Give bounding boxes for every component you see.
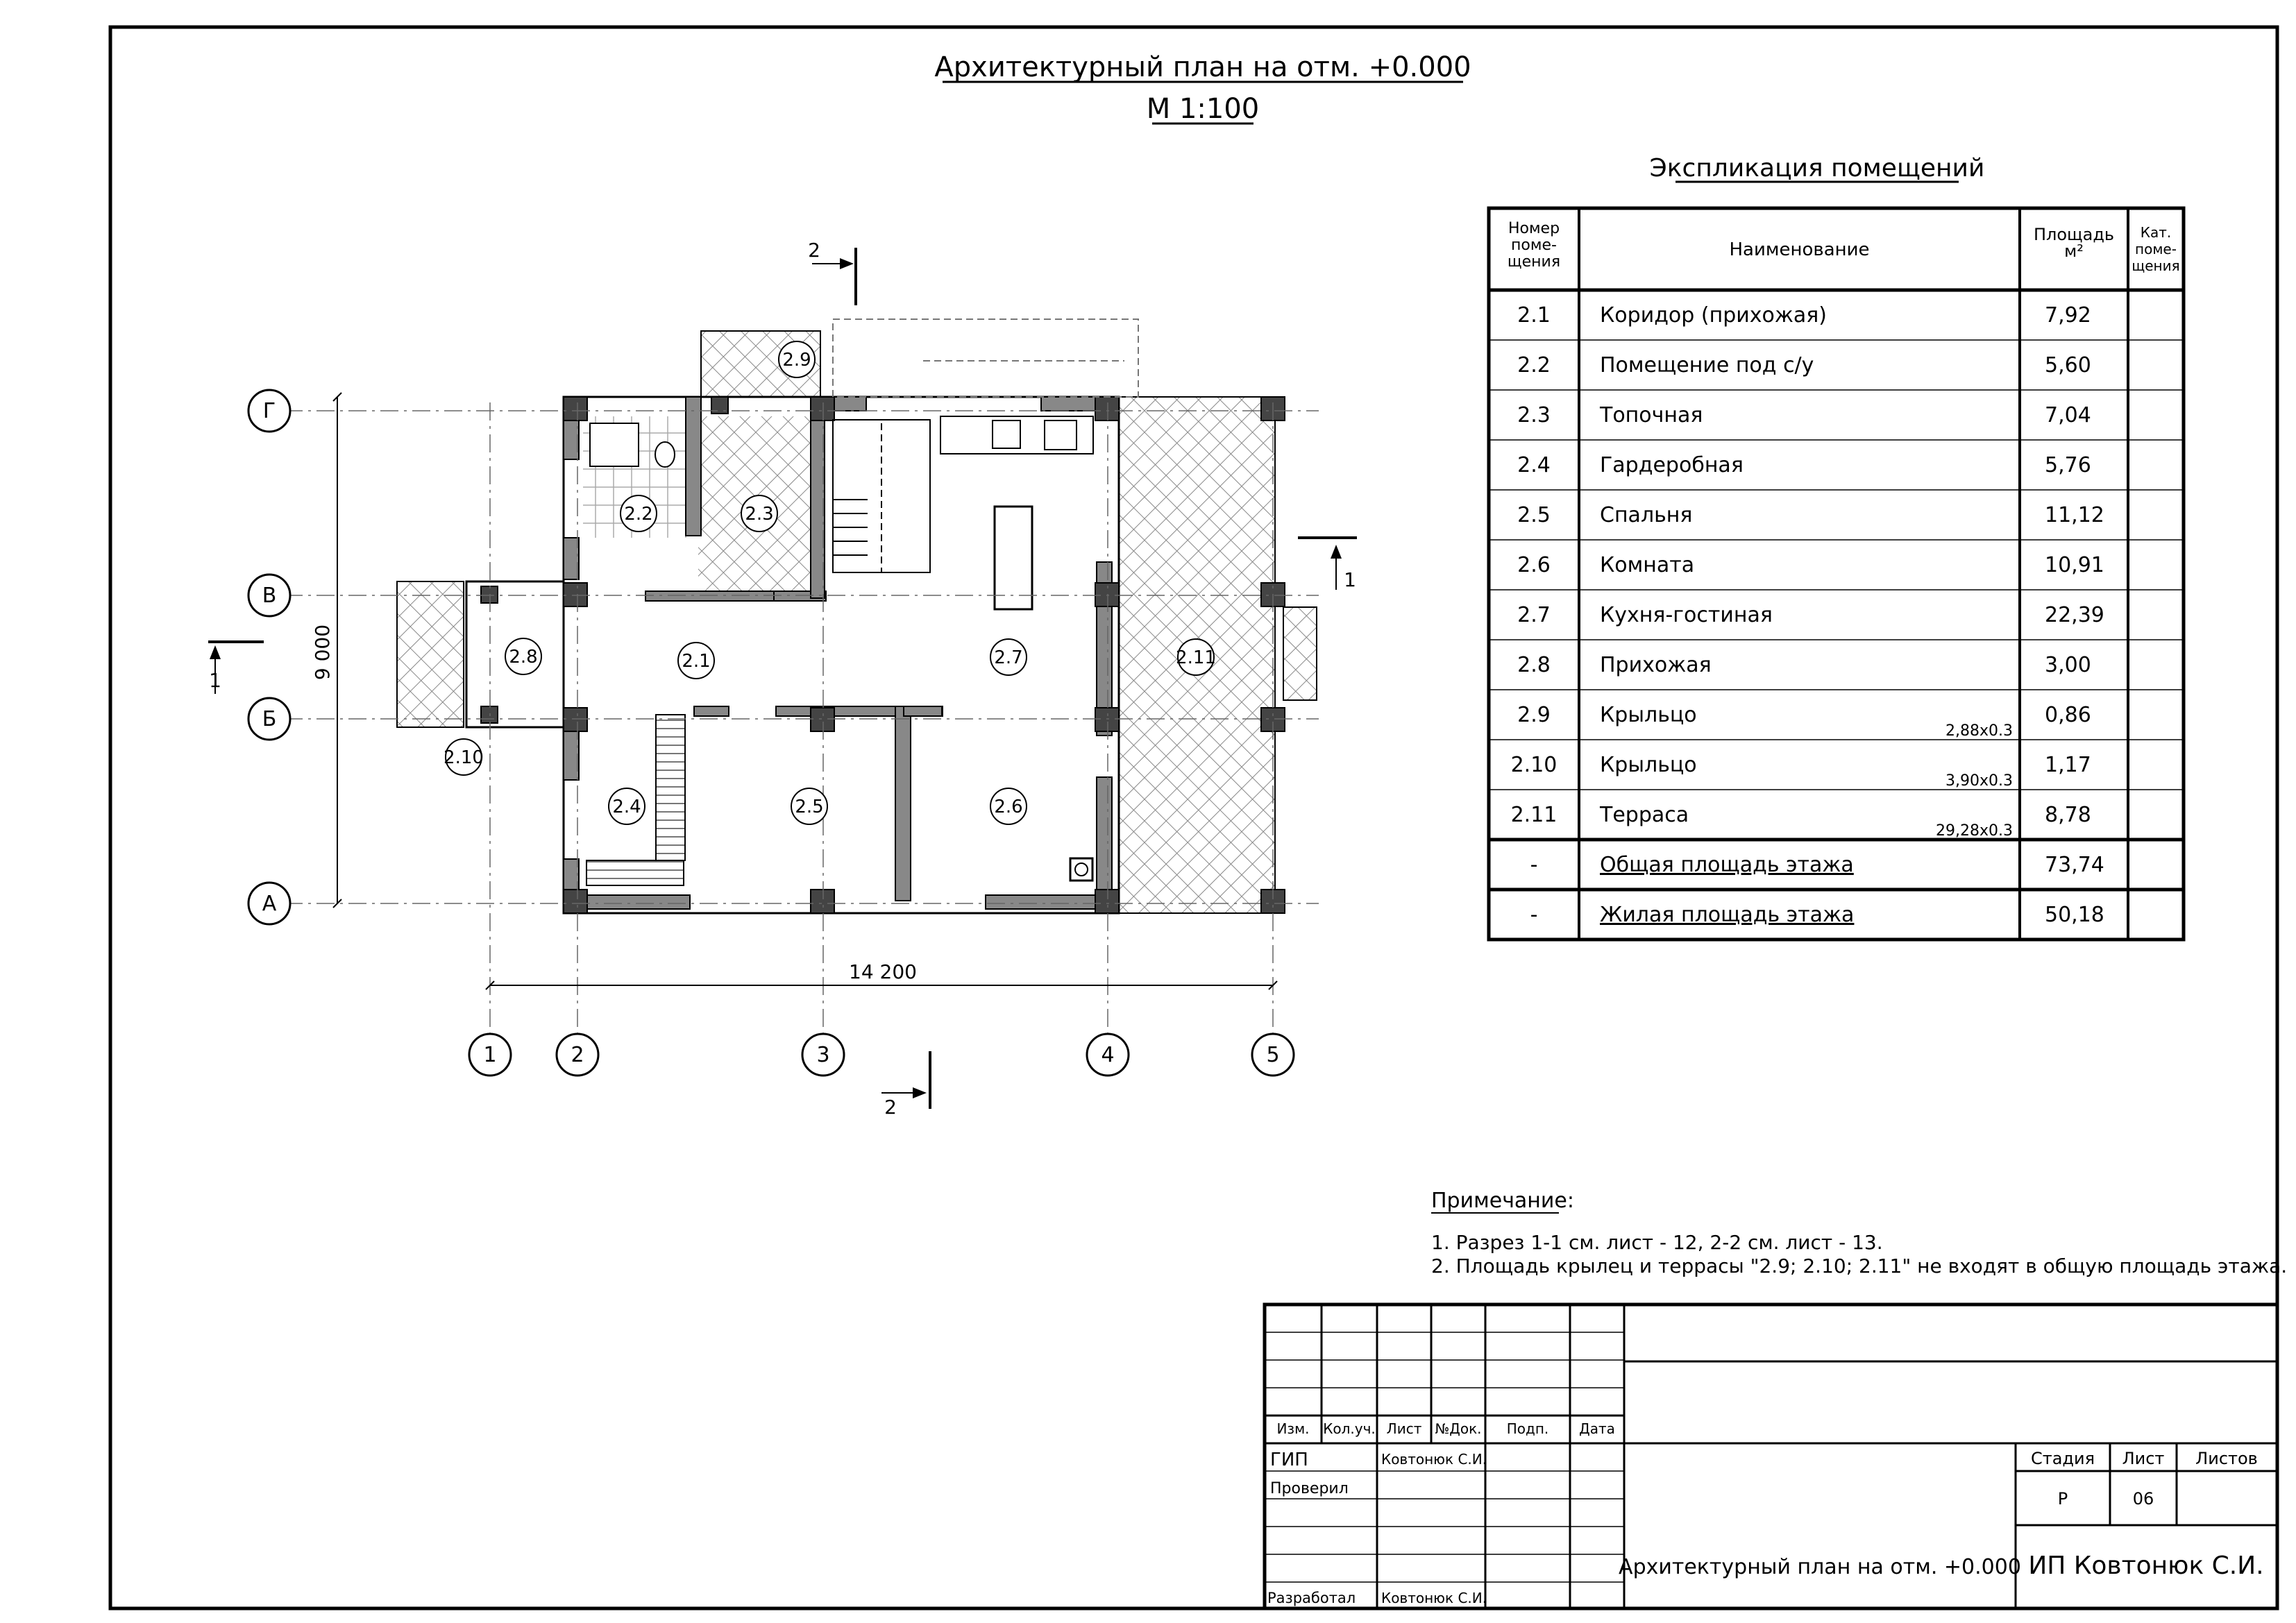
- row-area: 0,86: [2045, 703, 2091, 727]
- header-cat: щения: [2132, 257, 2180, 274]
- stamp-sheets-label: Листов: [2195, 1449, 2258, 1468]
- row-num: 2.5: [1517, 503, 1551, 527]
- stamp-sheet-value: 06: [2132, 1489, 2154, 1509]
- row-num: 2.2: [1517, 353, 1551, 377]
- room-label: [621, 495, 657, 532]
- stamp-col-header: Лист: [1386, 1420, 1422, 1437]
- row-num: 2.11: [1510, 803, 1558, 827]
- axis-letter: Г: [262, 399, 276, 423]
- stamp-column-headers: [1276, 1420, 1614, 1437]
- axis-bubble-number: [557, 1034, 598, 1076]
- section-2-bottom: 2: [884, 1096, 897, 1119]
- row-area: 22,39: [2045, 603, 2104, 627]
- stamp-company: ИП Ковтонюк С.И.: [2028, 1552, 2264, 1580]
- row-dim: 2,88х0.3: [1945, 722, 2013, 740]
- section-1-left: 1: [209, 669, 221, 692]
- axis-letter: Б: [262, 707, 277, 731]
- axis-number: 2: [571, 1043, 584, 1067]
- row-area: 5,60: [2045, 353, 2091, 377]
- row-num: 2.7: [1517, 603, 1551, 627]
- row-area: 1,17: [2045, 753, 2091, 777]
- axis-number: 1: [483, 1043, 497, 1067]
- header-num: Номер: [1508, 220, 1560, 237]
- room-number: 2.9: [782, 350, 811, 371]
- axis-bubble-number: [1087, 1034, 1129, 1076]
- note-heading: Примечание:: [1431, 1189, 1574, 1213]
- room-number: 2.7: [994, 647, 1023, 668]
- room-number: 2.8: [509, 647, 538, 668]
- axis-bubble-letter: [248, 698, 290, 740]
- row-area: 8,78: [2045, 803, 2091, 827]
- axis-number: 5: [1266, 1043, 1280, 1067]
- stamp-name-developed: Ковтонюк С.И.: [1381, 1590, 1487, 1606]
- row-name: Спальня: [1600, 503, 1693, 527]
- total-area: 50,18: [2045, 903, 2104, 927]
- table-total-row: [1530, 903, 2104, 927]
- table-row: [1517, 403, 2091, 427]
- stamp-stage-value: Р: [2057, 1489, 2068, 1509]
- stamp-col-header: №Док.: [1435, 1420, 1482, 1437]
- toilet: [655, 442, 675, 467]
- room-label: [741, 495, 777, 532]
- section-2-top: 2: [808, 239, 820, 262]
- axis-bubble-number: [469, 1034, 511, 1076]
- table-row: [1511, 803, 2091, 840]
- total-name: Жилая площадь этажа: [1600, 903, 1855, 927]
- row-num: 2.3: [1517, 403, 1551, 427]
- row-area: 5,76: [2045, 453, 2091, 477]
- room-number: 2.6: [994, 797, 1023, 817]
- header-area: Площадь: [2033, 225, 2115, 244]
- room-label: [609, 788, 645, 824]
- row-num: 2.8: [1517, 653, 1551, 677]
- table-row: [1517, 653, 2091, 677]
- title-scale: М 1:100: [1146, 93, 1260, 125]
- row-name: Топочная: [1600, 403, 1703, 427]
- header-cat: Кат.: [2140, 224, 2172, 241]
- section-1-right: 1: [1344, 568, 1356, 591]
- stamp-col-header: Дата: [1579, 1420, 1615, 1437]
- note-line-2: 2. Площадь крылец и террасы "2.9; 2.10; 2.11" не входят в общую площадь этажа.: [1431, 1255, 2288, 1277]
- explication-heading: Экспликация помещений: [1649, 154, 1985, 182]
- table-row: [1517, 353, 2091, 377]
- total-area: 73,74: [2045, 853, 2104, 877]
- stamp-stage-label: Стадия: [2030, 1449, 2095, 1468]
- axis-letter: А: [262, 892, 277, 916]
- row-num: 2.6: [1517, 553, 1551, 577]
- header-cat: поме-: [2135, 241, 2177, 257]
- stamp-sheet-label: Лист: [2122, 1449, 2165, 1468]
- wardrobe-shelf: [656, 715, 685, 860]
- staircase: [833, 420, 930, 572]
- kitchen-island: [995, 507, 1032, 609]
- dim-height: 9 000: [311, 624, 334, 681]
- explication: [1489, 154, 2184, 940]
- steps-east: [1283, 607, 1317, 700]
- notes: [1431, 1189, 2287, 1277]
- wardrobe-shelf-bottom: [586, 860, 684, 885]
- row-name: Терраса: [1600, 803, 1689, 827]
- note-line-1: 1. Разрез 1-1 см. лист - 12, 2-2 см. лист - 13.: [1431, 1231, 1883, 1254]
- room-number: 2.2: [624, 504, 653, 525]
- room-number: 2.5: [795, 797, 824, 817]
- room-number: 2.11: [1176, 647, 1216, 668]
- stamp-name-gip: Ковтонюк С.И.: [1381, 1451, 1487, 1468]
- dim-width: 14 200: [849, 960, 917, 983]
- stamp-role-developed: Разработал: [1267, 1590, 1356, 1606]
- table-row: [1511, 753, 2091, 790]
- row-name: Гардеробная: [1600, 453, 1744, 477]
- stamp-role-gip: ГИП: [1270, 1450, 1308, 1470]
- row-name: Коридор (прихожая): [1600, 303, 1827, 328]
- table-total-row: [1530, 853, 2104, 877]
- room-number: 2.3: [745, 504, 774, 525]
- row-num: 2.10: [1510, 753, 1558, 777]
- room-label: [990, 639, 1027, 675]
- title-block: [1265, 1305, 2277, 1608]
- room-number: 2.4: [612, 797, 641, 817]
- stamp-role-checked: Проверил: [1270, 1480, 1349, 1497]
- header-num: щения: [1507, 253, 1561, 271]
- row-name: Крыльцо: [1600, 753, 1697, 777]
- total-num: -: [1530, 853, 1538, 877]
- room-label: [779, 341, 815, 377]
- table-row: [1517, 453, 2091, 477]
- room-label: [505, 638, 541, 674]
- room-label: [444, 739, 484, 775]
- stamp-col-header: Подп.: [1506, 1420, 1549, 1437]
- table-row: [1517, 503, 2104, 527]
- row-dim: 3,90х0.3: [1945, 772, 2013, 790]
- row-name: Прихожая: [1600, 653, 1712, 677]
- row-area: 10,91: [2045, 553, 2104, 577]
- title-main: Архитектурный план на отм. +0.000: [934, 51, 1471, 83]
- table-row: [1517, 703, 2091, 740]
- room-label: [678, 643, 714, 679]
- table-row: [1517, 553, 2104, 577]
- floor-plan: [208, 239, 1357, 1119]
- axis-letter: В: [262, 584, 277, 608]
- axis-bubble-letter: [248, 390, 290, 432]
- row-num: 2.1: [1517, 303, 1551, 328]
- stamp-col-header: Изм.: [1276, 1420, 1310, 1437]
- header-name: Наименование: [1729, 239, 1870, 260]
- row-num: 2.9: [1517, 703, 1551, 727]
- upper-stair: [833, 319, 1138, 397]
- stamp-col-header: Кол.уч.: [1323, 1420, 1376, 1437]
- room-number: 2.1: [682, 651, 711, 672]
- drawing-title: [934, 51, 1471, 125]
- row-area: 11,12: [2045, 503, 2104, 527]
- row-num: 2.4: [1517, 453, 1551, 477]
- row-dim: 29,28х0.3: [1936, 822, 2013, 840]
- porch-2.10: [397, 581, 464, 727]
- row-name: Комната: [1600, 553, 1695, 577]
- row-name: Кухня-гостиная: [1600, 603, 1773, 627]
- row-name: Крыльцо: [1600, 703, 1697, 727]
- axis-bubble-number: [802, 1034, 844, 1076]
- shower-tray: [590, 423, 639, 466]
- table-row: [1517, 303, 2091, 328]
- row-name: Помещение под с/у: [1600, 353, 1814, 377]
- washing-machine: [1070, 858, 1092, 881]
- axis-number: 4: [1101, 1043, 1115, 1067]
- header-area: м²: [2064, 241, 2084, 261]
- room-label: [791, 788, 827, 824]
- row-area: 7,92: [2045, 303, 2091, 328]
- table-row: [1517, 603, 2104, 627]
- axis-number: 3: [816, 1043, 830, 1067]
- axis-bubble-number: [1252, 1034, 1294, 1076]
- axis-bubble-letter: [248, 575, 290, 616]
- row-area: 7,04: [2045, 403, 2091, 427]
- room-number: 2.10: [444, 747, 484, 768]
- explication-table: [1489, 208, 2184, 940]
- total-name: Общая площадь этажа: [1600, 853, 1854, 877]
- stamp-doc-title: Архитектурный план на отм. +0.000: [1619, 1555, 2021, 1579]
- row-area: 3,00: [2045, 653, 2091, 677]
- room-label: [990, 788, 1027, 824]
- header-num: поме-: [1511, 237, 1557, 254]
- axis-bubble-letter: [248, 883, 290, 924]
- total-num: -: [1530, 903, 1538, 927]
